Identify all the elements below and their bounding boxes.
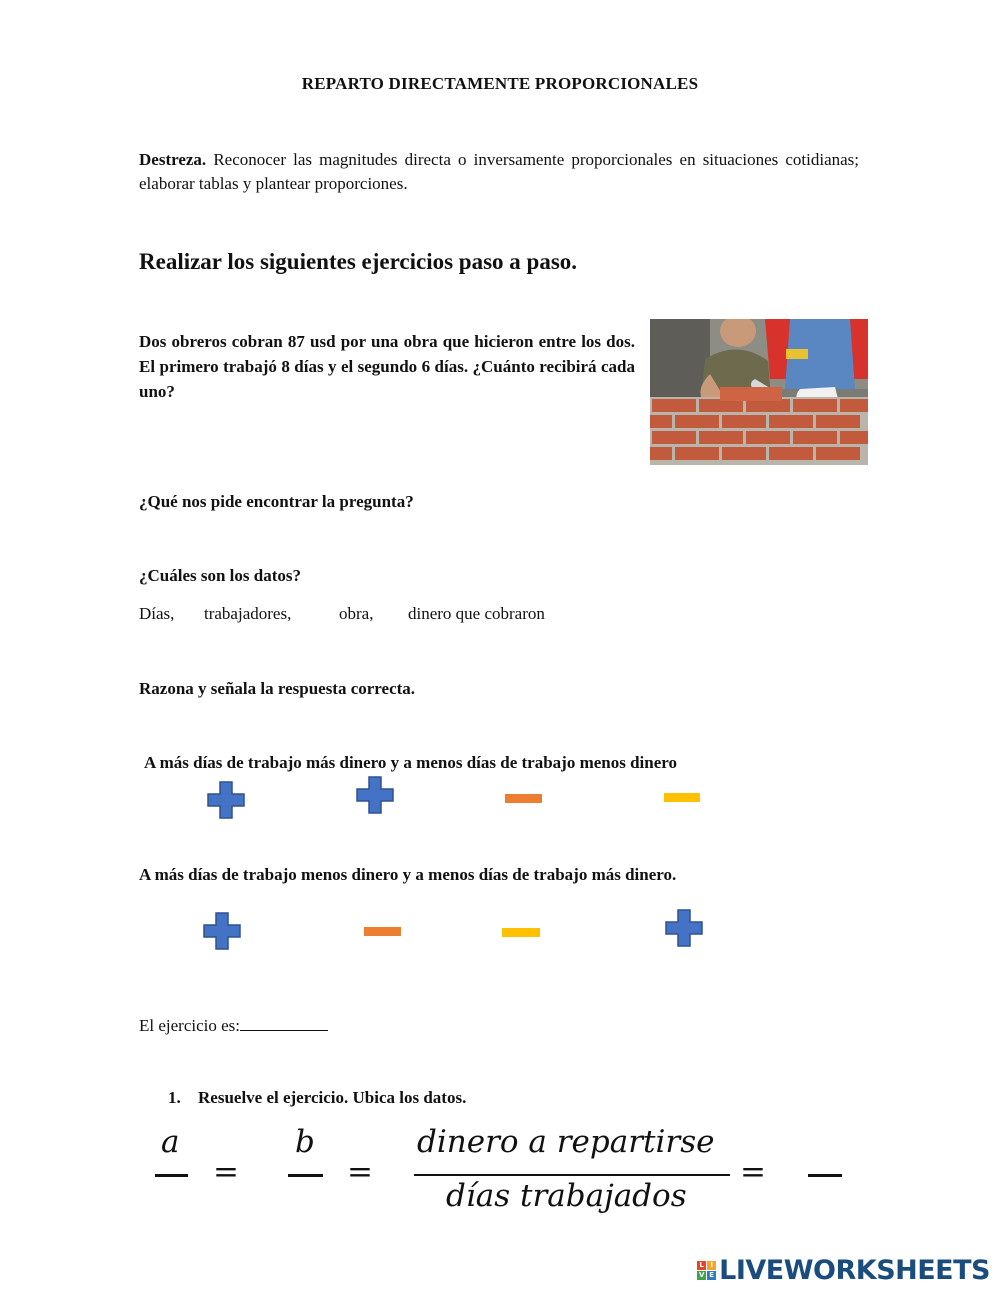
- formula-equals-3: =: [740, 1154, 766, 1190]
- formula-a: a: [161, 1124, 180, 1160]
- formula-b-blank[interactable]: [288, 1174, 323, 1177]
- liveworksheets-logo: [697, 1254, 990, 1286]
- data-item-workers: trabajadores,: [204, 604, 292, 623]
- logo-letter-v: V: [698, 1270, 705, 1279]
- formula-a-blank[interactable]: [155, 1174, 188, 1177]
- formula-equals-1: =: [213, 1154, 239, 1190]
- question-find: ¿Qué nos pide encontrar la pregunta?: [139, 492, 414, 511]
- formula-b: b: [295, 1124, 315, 1160]
- formula-denominator: días trabajados: [446, 1178, 687, 1214]
- logo-letter-l: L: [697, 1261, 706, 1270]
- minus-icon[interactable]: [364, 927, 401, 936]
- step-1-number: 1.: [168, 1088, 181, 1107]
- plus-icon[interactable]: [203, 912, 241, 950]
- question-data: ¿Cuáles son los datos?: [139, 566, 302, 585]
- skill-text: Reconocer las magnitudes directa o inversamente proporcionales en situaciones cotidianas; elaborar tablas y plantear proporciones.: [139, 150, 859, 193]
- option-1-statement: A más días de trabajo más dinero y a menos días de trabajo menos dinero: [144, 753, 678, 772]
- formula-fraction-bar: [414, 1174, 730, 1176]
- plus-icon[interactable]: [665, 909, 703, 947]
- step-1: [168, 1088, 466, 1108]
- proportion-formula: [0, 1118, 1000, 1228]
- data-item-days: Días,: [139, 604, 175, 623]
- data-item-work: obra,: [339, 604, 374, 623]
- minus-icon[interactable]: [664, 793, 700, 802]
- plus-icon[interactable]: [207, 781, 245, 819]
- worksheet-title: REPARTO DIRECTAMENTE PROPORCIONALES: [301, 74, 699, 93]
- step-1-text: Resuelve el ejercicio. Ubica los datos.: [198, 1088, 467, 1107]
- problem-statement: Dos obreros cobran 87 usd por una obra que hicieron entre los dos. El primero trabajó 8 días y el segundo 6 días. ¿Cuánto recibirá cada uno?: [139, 332, 635, 401]
- exercise-type-line: [139, 1014, 328, 1036]
- plus-icon[interactable]: [356, 776, 394, 814]
- reason-prompt: Razona y señala la respuesta correcta.: [139, 679, 416, 698]
- data-item-money: dinero que cobraron: [408, 604, 545, 623]
- logo-grid-icon: [697, 1261, 716, 1280]
- exercise-label: El ejercicio es:: [139, 1016, 241, 1035]
- logo-text: LIVEWORKSHEETS: [719, 1254, 990, 1286]
- formula-numerator: dinero a repartirse: [417, 1124, 715, 1160]
- option-2-statement: A más días de trabajo menos dinero y a menos días de trabajo más dinero.: [139, 865, 677, 884]
- skill-label: Destreza.: [139, 150, 207, 169]
- logo-letter-i: I: [707, 1261, 716, 1270]
- formula-result-blank[interactable]: [808, 1174, 842, 1177]
- skill-description: [139, 148, 859, 196]
- minus-icon[interactable]: [502, 928, 540, 937]
- logo-letter-e: E: [707, 1271, 716, 1280]
- bricklayers-photo: [650, 319, 868, 465]
- exercise-answer-blank[interactable]: [240, 1014, 328, 1031]
- minus-icon[interactable]: [505, 794, 542, 803]
- formula-equals-2: =: [347, 1154, 373, 1190]
- instruction-heading: Realizar los siguientes ejercicios paso a paso.: [139, 249, 578, 274]
- data-list: [0, 604, 1000, 628]
